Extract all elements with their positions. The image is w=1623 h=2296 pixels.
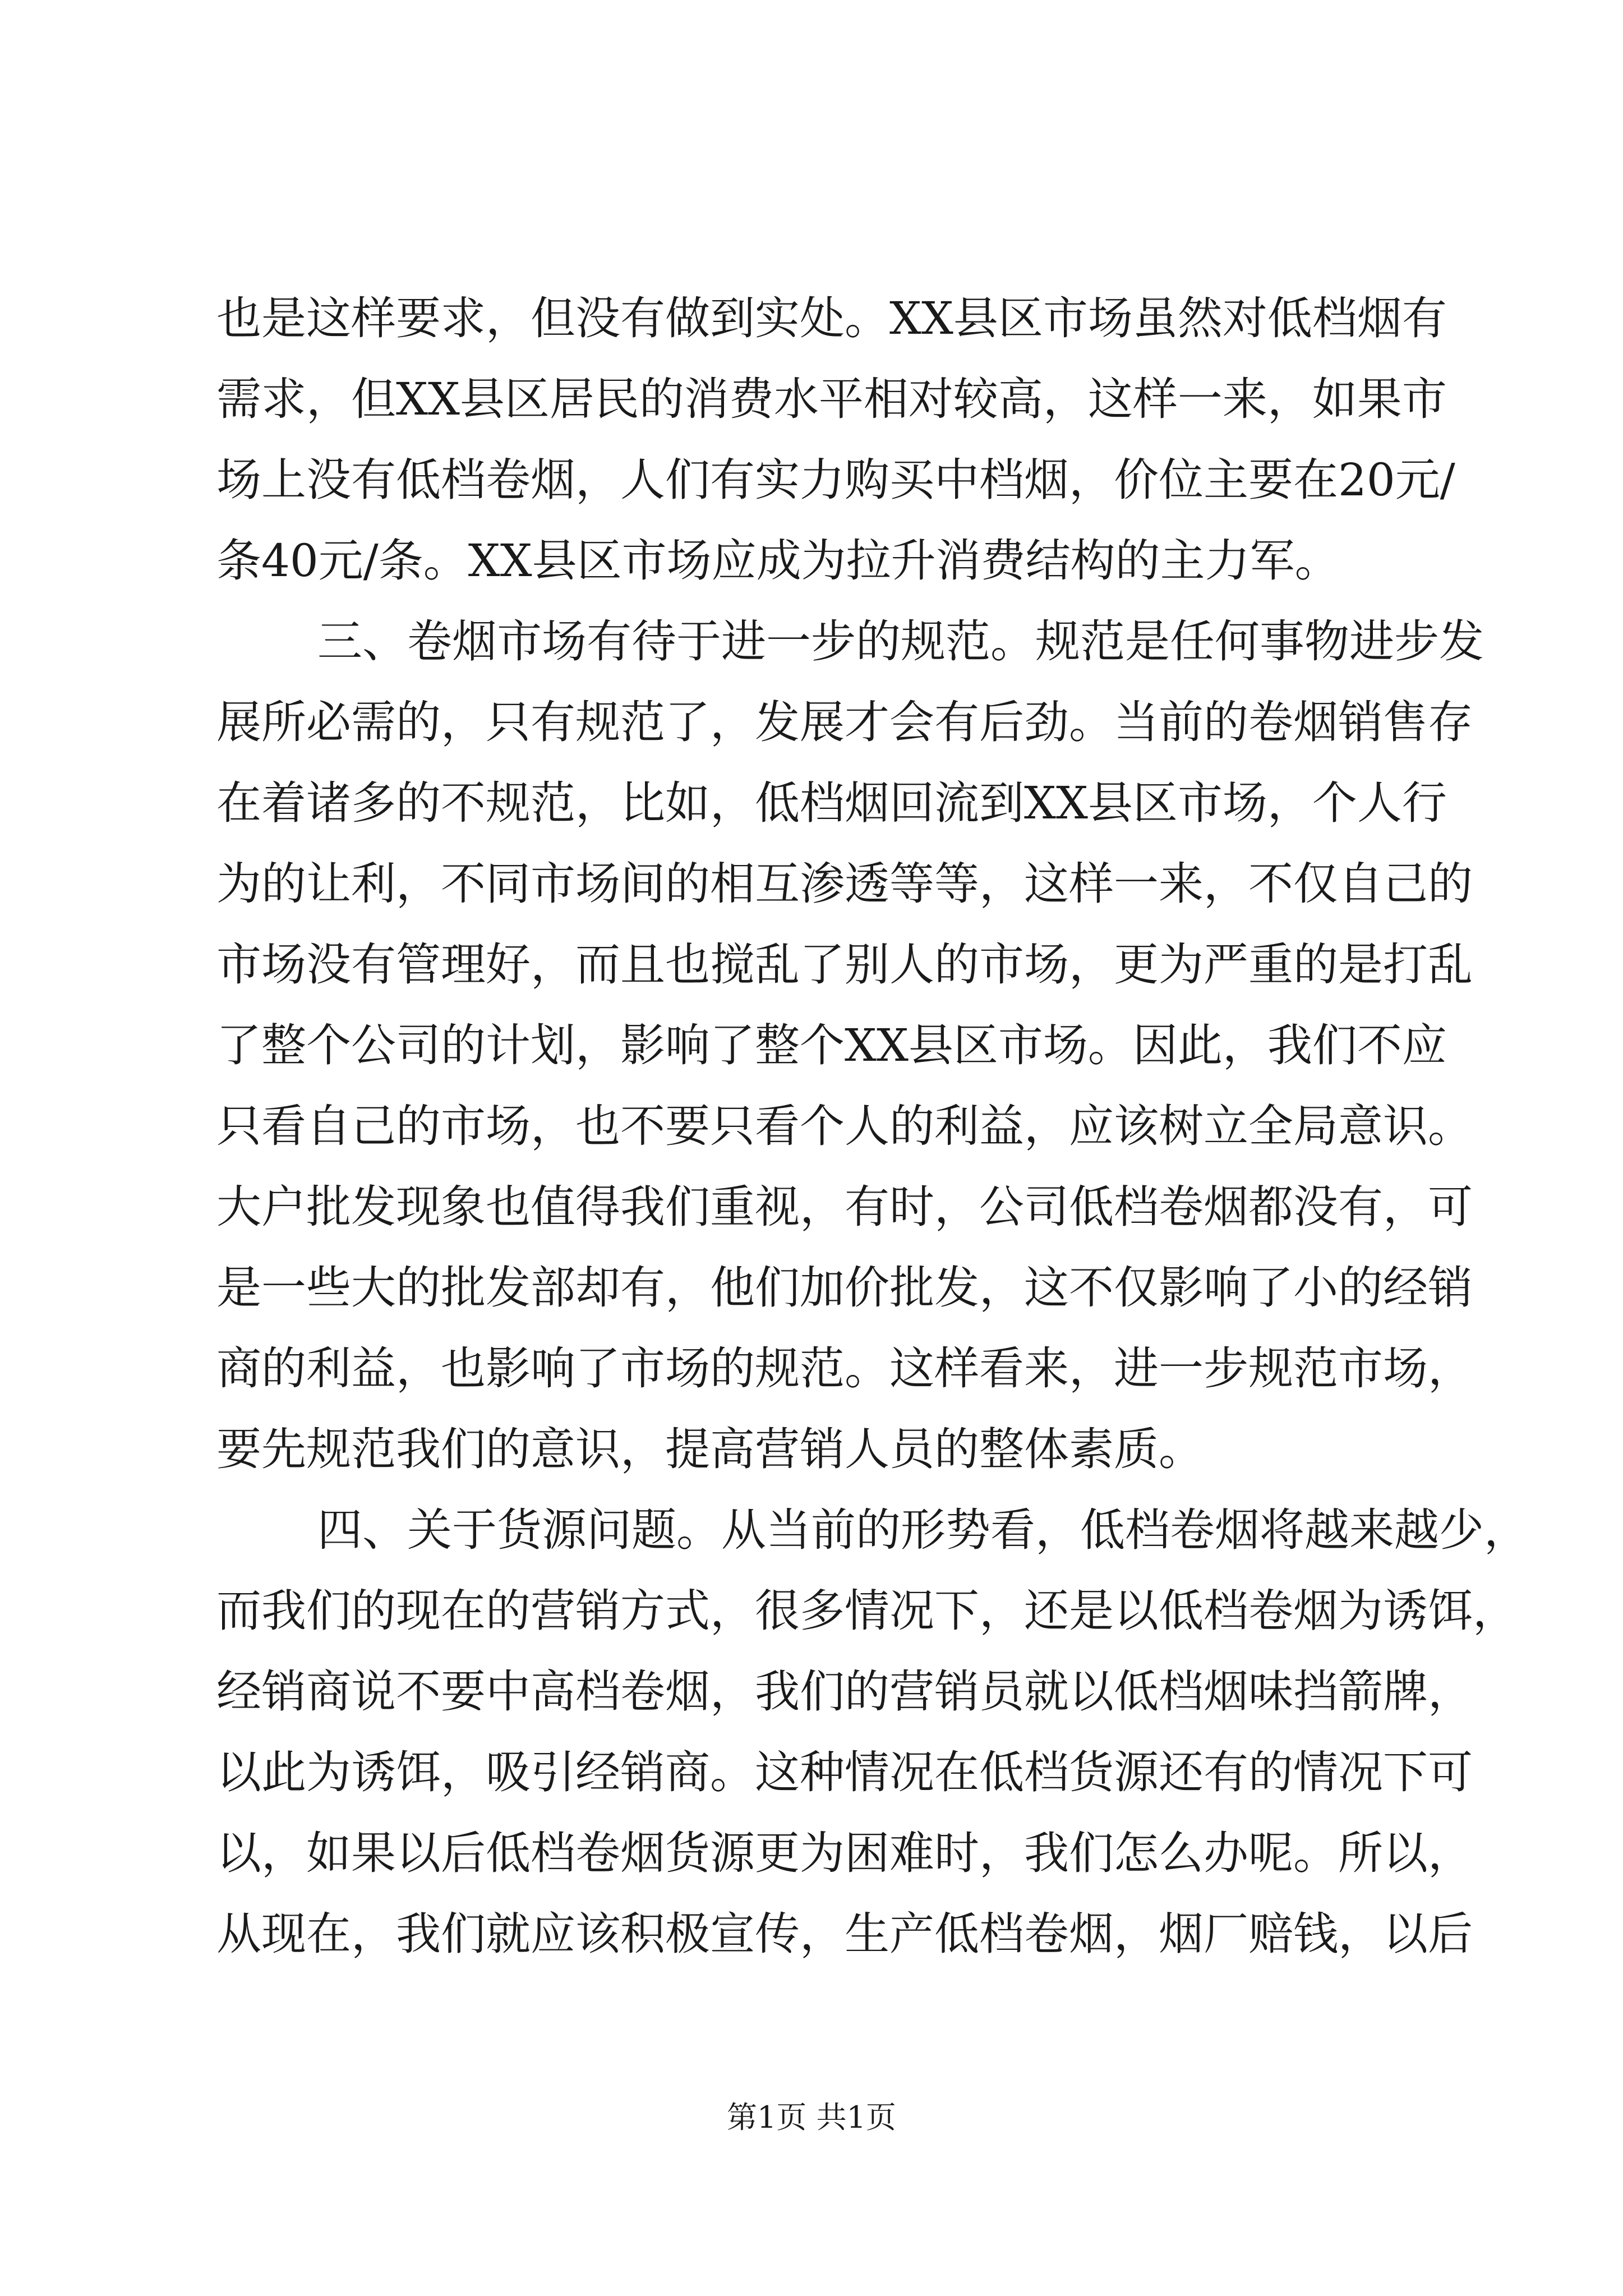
section-three-first-line: 三、卷烟市场有待于进一步的规范。规范是任何事物进步发 <box>317 615 1484 668</box>
text-line: 大户批发现象也值得我们重视，有时，公司低档卷烟都没有，可 <box>216 1181 1473 1233</box>
section-four-first-line: 四、关于货源问题。从当前的形势看，低档卷烟将越来越少， <box>317 1504 1529 1556</box>
text-line: 从现在，我们就应该积极宣传，生产低档卷烟，烟厂赔钱，以后 <box>216 1908 1473 1960</box>
text-line: 以此为诱饵，吸引经销商。这种情况在低档货源还有的情况下可 <box>216 1746 1473 1798</box>
text-line: 是一些大的批发部却有，他们加价批发，这不仅影响了小的经销 <box>216 1262 1473 1314</box>
text-line: 在着诸多的不规范，比如，低档烟回流到XX县区市场，个人行 <box>216 777 1447 829</box>
body-text <box>216 278 1529 1975</box>
text-line: 要先规范我们的意识，提高营销人员的整体素质。 <box>216 1423 1204 1475</box>
text-line: 只看自己的市场，也不要只看个人的利益，应该树立全局意识。 <box>216 1100 1473 1152</box>
text-line: 场上没有低档卷烟，人们有实力购买中档烟，价位主要在20元/ <box>216 454 1455 506</box>
text-line: 而我们的现在的营销方式，很多情况下，还是以低档卷烟为诱饵， <box>216 1585 1518 1637</box>
text-line: 展所必需的，只有规范了，发展才会有后劲。当前的卷烟销售存 <box>216 696 1473 748</box>
text-line: 也是这样要求，但没有做到实处。XX县区市场虽然对低档烟有 <box>216 292 1447 344</box>
page-footer <box>0 2098 1623 2137</box>
text-line: 市场没有管理好，而且也搅乱了别人的市场，更为严重的是打乱 <box>216 938 1473 991</box>
page-number-label: 第1页 共1页 <box>727 2100 896 2135</box>
text-line: 经销商说不要中高档卷烟，我们的营销员就以低档烟味挡箭牌， <box>216 1665 1473 1718</box>
text-line: 了整个公司的计划，影响了整个XX县区市场。因此，我们不应 <box>216 1019 1447 1071</box>
text-line: 条40元/条。XX县区市场应成为拉升消费结构的主力军。 <box>216 535 1340 587</box>
text-line: 商的利益，也影响了市场的规范。这样看来，进一步规范市场， <box>216 1342 1473 1395</box>
text-line: 以，如果以后低档卷烟货源更为困难时，我们怎么办呢。所以， <box>216 1827 1473 1879</box>
text-line: 为的让利，不同市场间的相互渗透等等，这样一来，不仅自己的 <box>216 858 1473 910</box>
text-line: 需求，但XX县区居民的消费水平相对较高，这样一来，如果市 <box>216 373 1447 425</box>
